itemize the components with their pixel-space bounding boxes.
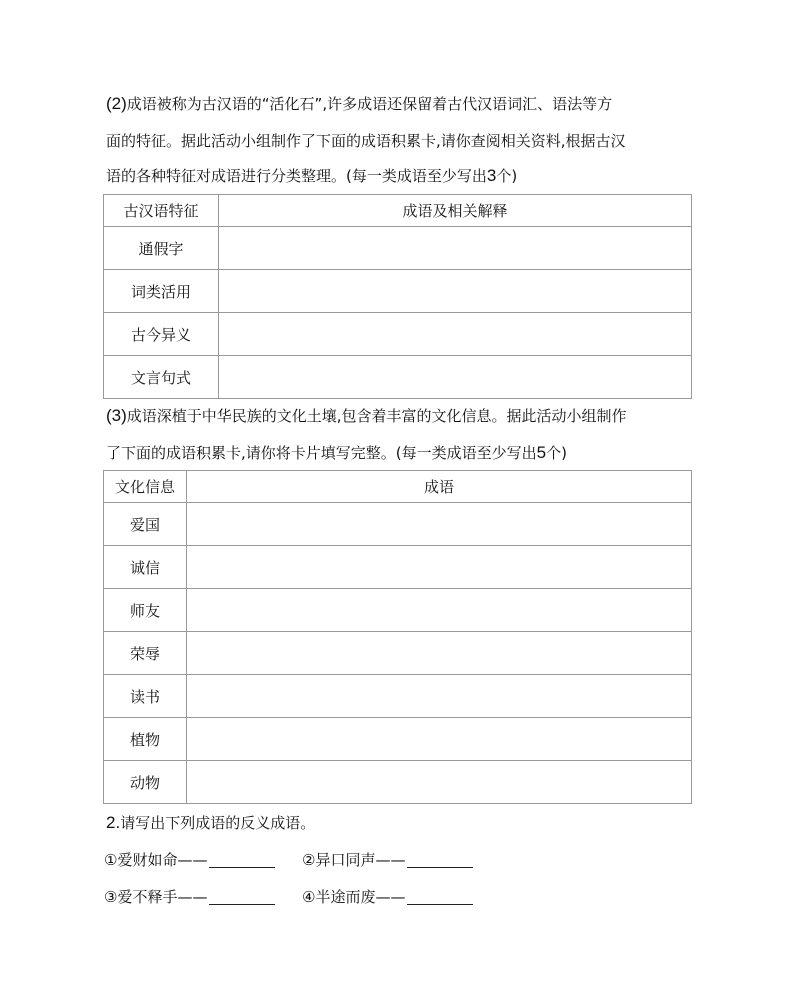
part2-number: (2): [106, 94, 127, 113]
column-header-idioms: 成语: [187, 471, 692, 503]
antonym-item-4: [302, 887, 473, 907]
answer-cell-ancient-modern[interactable]: [219, 313, 692, 356]
antonym-item-3: [104, 887, 275, 907]
answer-blank-1[interactable]: [209, 866, 275, 868]
part2-line-3: [106, 166, 517, 186]
table-header-row: [104, 195, 692, 227]
row-label-word-class: 词类活用: [104, 270, 219, 313]
answer-cell-plants[interactable]: [187, 718, 692, 761]
question-2-heading: [106, 812, 315, 834]
table-row: [104, 270, 692, 313]
part2-line-3-post: 个): [496, 167, 518, 185]
item-idiom: 爱不释手: [117, 888, 178, 906]
row-label-plants: 植物: [104, 718, 187, 761]
row-label-integrity: 诚信: [104, 546, 187, 589]
table-header-row: [104, 471, 692, 503]
item-idiom: 异口同声: [315, 851, 376, 869]
part3-count: 5: [536, 443, 547, 462]
antonym-item-2: [302, 850, 473, 870]
answer-cell-reading[interactable]: [187, 675, 692, 718]
item-marker: ③: [104, 888, 118, 906]
row-label-sentence-patterns: 文言句式: [104, 356, 219, 399]
part2-line-1: [106, 94, 612, 114]
row-label-tongjiazi: 通假字: [104, 227, 219, 270]
row-label-patriotism: 爱国: [104, 503, 187, 546]
item-marker: ②: [302, 851, 316, 869]
answer-cell-animals[interactable]: [187, 761, 692, 804]
part3-line-1: [106, 406, 627, 426]
cultural-info-table: [103, 470, 692, 804]
answer-cell-sentence-patterns[interactable]: [219, 356, 692, 399]
part3-line-1-text: 成语深植于中华民族的文化土壤,包含着丰富的文化信息。据此活动小组制作: [126, 407, 627, 425]
item-dash: ——: [375, 851, 406, 869]
item-marker: ①: [104, 851, 118, 869]
table-row: [104, 356, 692, 399]
part3-line-2: [106, 443, 567, 463]
part2-line-1-text: 成语被称为古汉语的“活化石”,许多成语还保留着古代汉语词汇、语法等方: [126, 95, 613, 113]
column-header-cultural-info: 文化信息: [104, 471, 187, 503]
question-2-title: 请写出下列成语的反义成语。: [120, 814, 316, 832]
item-dash: ——: [375, 888, 406, 906]
answer-cell-integrity[interactable]: [187, 546, 692, 589]
answer-blank-2[interactable]: [407, 866, 473, 868]
answer-cell-tongjiazi[interactable]: [219, 227, 692, 270]
table-row: [104, 503, 692, 546]
part2-line-2: [106, 131, 626, 151]
table-row: [104, 761, 692, 804]
answer-cell-teachers-friends[interactable]: [187, 589, 692, 632]
answer-cell-honor-disgrace[interactable]: [187, 632, 692, 675]
answer-cell-patriotism[interactable]: [187, 503, 692, 546]
part3-line-2-text: 了下面的成语积累卡,请你将卡片填写完整。(每一类成语至少写出: [106, 444, 537, 462]
part2-line-3-text: 语的各种特征对成语进行分类整理。(每一类成语至少写出: [106, 167, 487, 185]
item-idiom: 爱财如命: [117, 851, 178, 869]
row-label-ancient-modern: 古今异义: [104, 313, 219, 356]
table-row: [104, 589, 692, 632]
part2-count: 3: [486, 166, 497, 185]
part3-line-2-post: 个): [546, 444, 567, 462]
antonym-item-1: [104, 850, 275, 870]
table-row: [104, 546, 692, 589]
part3-number: (3): [106, 406, 127, 425]
answer-cell-word-class[interactable]: [219, 270, 692, 313]
column-header-idioms-explanation: 成语及相关解释: [219, 195, 692, 227]
table-row: [104, 675, 692, 718]
table-row: [104, 227, 692, 270]
table-row: [104, 313, 692, 356]
answer-blank-4[interactable]: [407, 903, 473, 905]
part2-line-2-text: 面的特征。据此活动小组制作了下面的成语积累卡,请你查阅相关资料,根据古汉: [106, 132, 626, 150]
row-label-honor-disgrace: 荣辱: [104, 632, 187, 675]
question-2-number: 2.: [106, 813, 121, 832]
item-dash: ——: [177, 851, 208, 869]
item-dash: ——: [177, 888, 208, 906]
table-row: [104, 632, 692, 675]
column-header-feature: 古汉语特征: [104, 195, 219, 227]
ancient-chinese-feature-table: [103, 194, 692, 399]
item-idiom: 半途而废: [315, 888, 376, 906]
row-label-animals: 动物: [104, 761, 187, 804]
row-label-reading: 读书: [104, 675, 187, 718]
item-marker: ④: [302, 888, 316, 906]
answer-blank-3[interactable]: [209, 903, 275, 905]
table-row: [104, 718, 692, 761]
row-label-teachers-friends: 师友: [104, 589, 187, 632]
